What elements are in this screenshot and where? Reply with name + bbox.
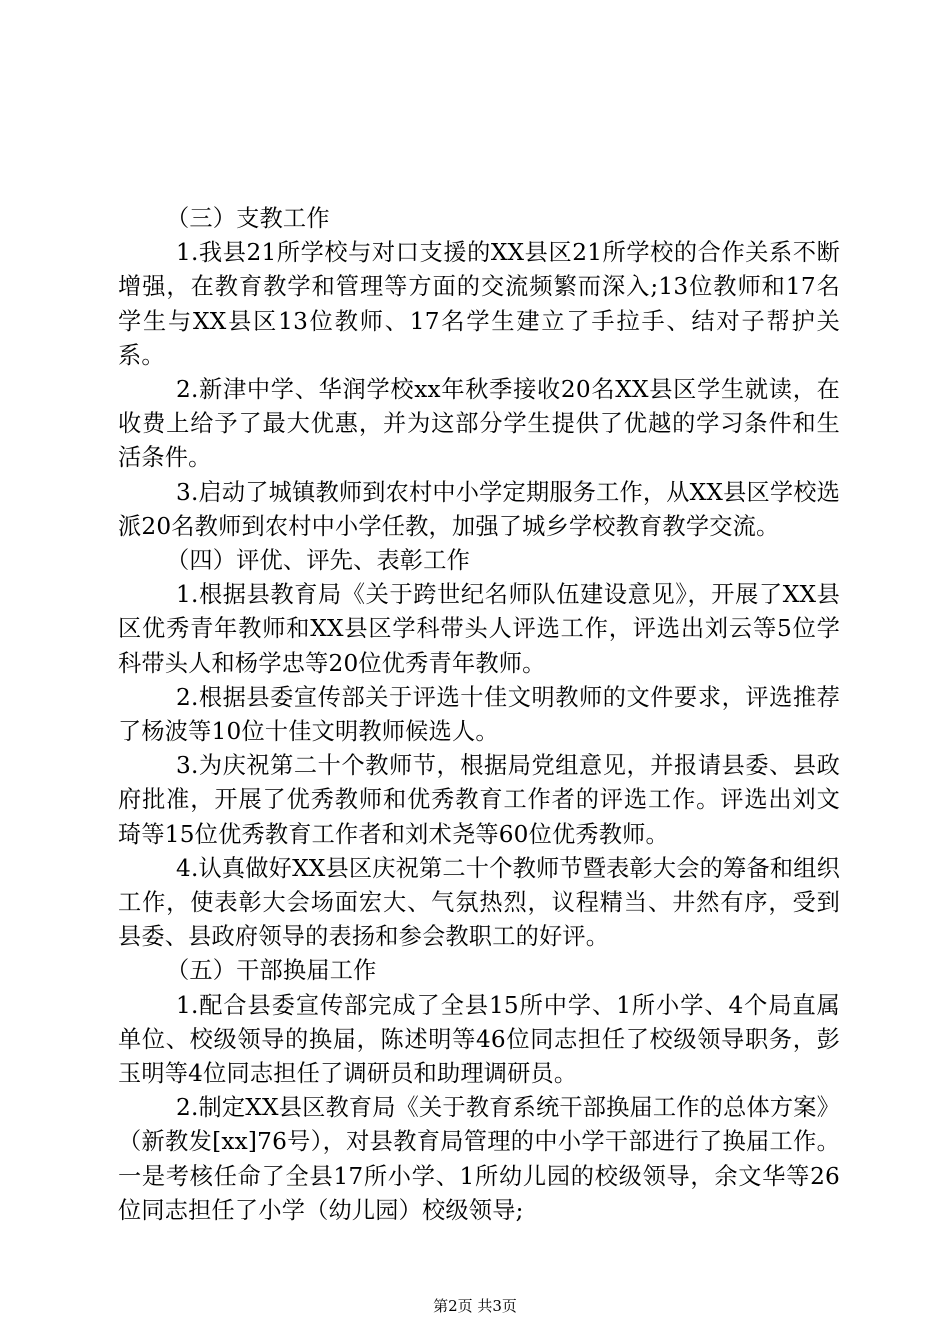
paragraph-awards-3: 3.为庆祝第二十个教师节，根据局党组意见，并报请县委、县政府批准，开展了优秀教师和优秀教育工作者的评选工作。评选出刘文琦等15位优秀教育工作者和刘术尧等60位优秀教师。 [118, 752, 840, 848]
section-heading-support-teaching: （三）支教工作 [166, 205, 330, 232]
paragraph-awards-1: 1.根据县教育局《关于跨世纪名师队伍建设意见》，开展了XX县区优秀青年教师和XX县区学科带头人评选工作，评选出刘云等5位学科带头人和杨学忠等20位优秀青年教师。 [118, 581, 840, 677]
paragraph-support-1: 1.我县21所学校与对口支援的XX县区21所学校的合作关系不断增强，在教育教学和管理等方面的交流频繁而深入;13位教师和17名学生与XX县区13位教师、17名学生建立了手拉手、结对子帮护关系。 [118, 239, 840, 369]
paragraph-support-3: 3.启动了城镇教师到农村中小学定期服务工作，从XX县区学校选派20名教师到农村中小学任教，加强了城乡学校教育教学交流。 [118, 478, 841, 540]
page-number-footer: 第2页 共3页 [433, 1297, 517, 1315]
paragraph-awards-4: 4.认真做好XX县区庆祝第二十个教师节暨表彰大会的筹备和组织工作，使表彰大会场面宏大、气氛热烈，议程精当、井然有序，受到县委、县政府领导的表扬和参会教职工的好评。 [118, 854, 841, 951]
document-body [118, 202, 840, 1228]
section-heading-awards: （四）评优、评先、表彰工作 [166, 547, 471, 575]
paragraph-cadre-1: 1.配合县委宣传部完成了全县15所中学、1所小学、4个局直属单位、校级领导的换届，陈述明等46位同志担任了校级领导职务，彭玉明等4位同志担任了调研员和助理调研员。 [118, 991, 840, 1088]
section-heading-cadre-change: （五）干部换届工作 [166, 957, 377, 985]
paragraph-support-2: 2.新津中学、华润学校xx年秋季接收20名XX县区学生就读，在收费上给予了最大优惠，并为这部分学生提供了优越的学习条件和生活条件。 [118, 376, 840, 472]
paragraph-awards-2: 2.根据县委宣传部关于评选十佳文明教师的文件要求，评选推荐了杨波等10位十佳文明教师候选人。 [118, 683, 840, 746]
paragraph-cadre-2: 2.制定XX县区教育局《关于教育系统干部换届工作的总体方案》（新教发[xx]76号），对县教育局管理的中小学干部进行了换届工作。一是考核任命了全县17所小学、1所幼儿园的校级领导，余文华等26位同志担任了小学（幼儿园）校级领导; [118, 1094, 841, 1224]
